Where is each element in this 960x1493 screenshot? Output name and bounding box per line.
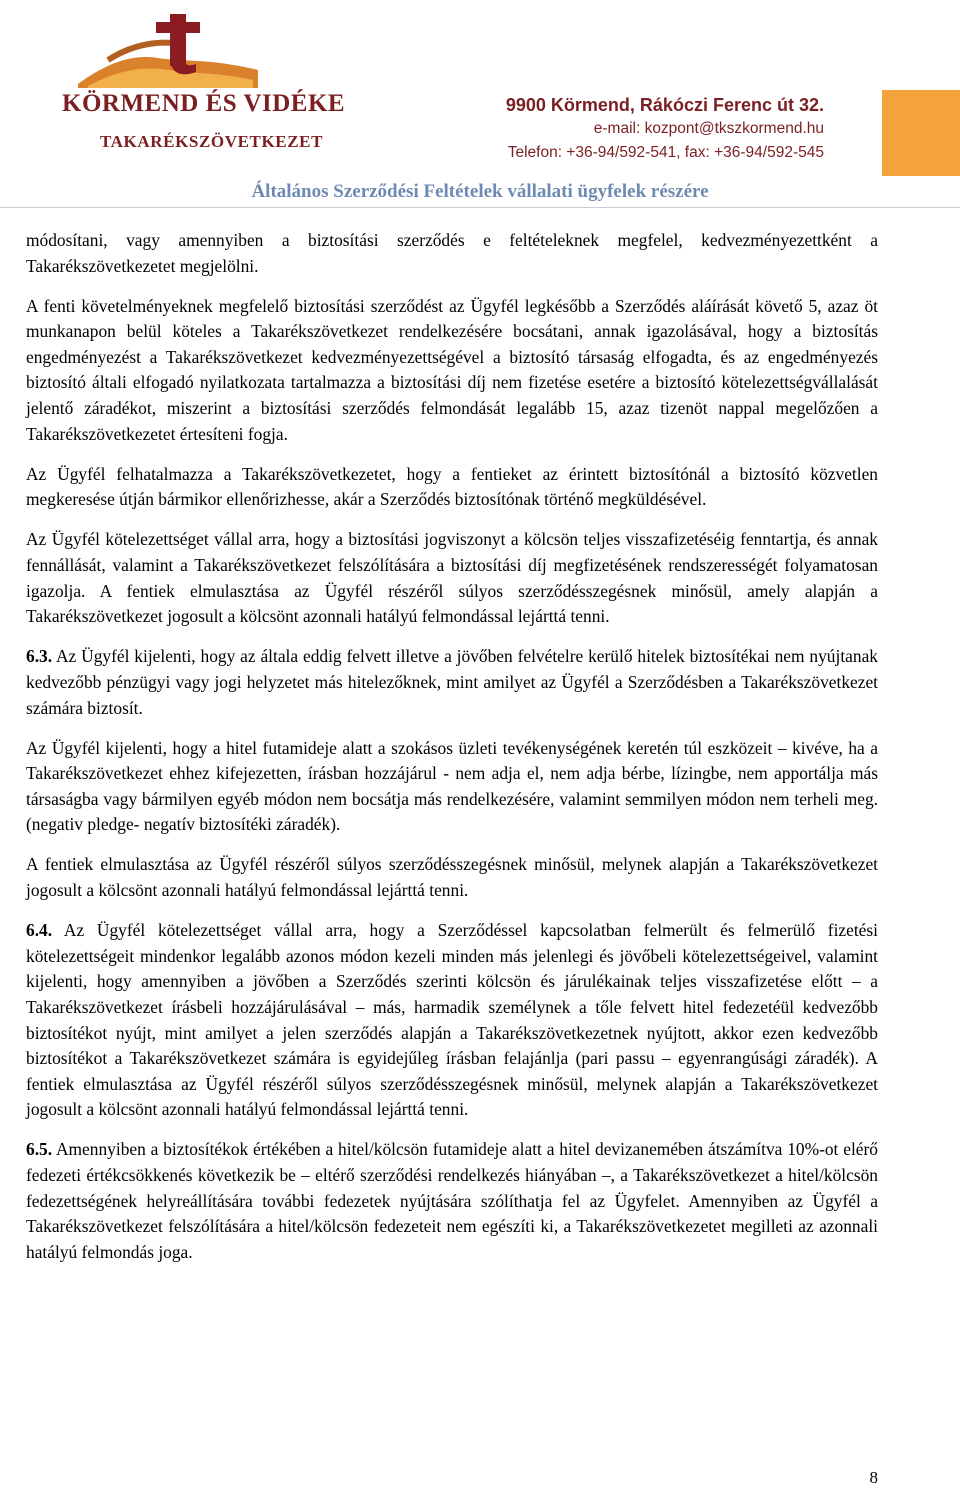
paragraph: módosítani, vagy amennyiben a biztosítási szerződés e feltételeknek megfelel, kedvezményezettként a Takarékszövetkezetet megjelölni.	[26, 230, 878, 276]
brand-name: KÖRMEND ÉS VIDÉKE	[62, 90, 346, 117]
section-text: Amennyiben a biztosítékok értékében a hitel/kölcsön futamideje alatt a hitel devizanemében átszámítva 10%-ot elérő fedezeti értékcsökkenés következik be – eltérő szerződési rendelkezés hiányában –, a Takarékszövetkezet a hitel/kölcsön fedezettségének helyreállítására további fedezetek nyújtására szólíthatja fel az Ügyfelet. Amennyiben az Ügyfél a Takarékszövetkezet felszólítására a hitel/kölcsön fedezeteit nem egészíti ki, a Takarékszövetkezetet megilleti az azonnali hatályú felmondás joga.	[26, 1139, 878, 1262]
section-text: Az Ügyfél kijelenti, hogy az általa eddig felvett illetve a jövőben felvételre kerülő hitelek biztosítékai nem nyújtanak kedvezőbb pénzügyi vagy jogi helyzetet más hitelezőknek, mint amilyet az Ügyfél a Szerződésben a Takarékszövetkezet számára biztosít.	[26, 646, 878, 718]
paragraph: A fentiek elmulasztása az Ügyfél részéről súlyos szerződésszegésnek minősül, melynek alapján a Takarékszövetkezet jogosult a kölcsönt azonnali hatályú felmondással lejárttá tenni.	[26, 854, 878, 901]
section-text: Az Ügyfél kötelezettséget vállal arra, hogy a Szerződéssel kapcsolatban felmerült és felmerülő fizetési kötelezettségeit mindenkor legalább azonos módon kezeli minden más jelenlegi és jövőbeli kötelezettségeivel, valamint kijelenti, hogy amennyiben a jövőben a Szerződés szerinti kölcsön és járulékainak teljes visszafizetése előtt – a Takarékszövetkezet írásbeli hozzájárulásával – más, harmadik személynek a tőle felvett hitel fedezetéül kedvezőbb biztosítékot nyújt, mint amilyet a jelen szerződés alapján a Takarékszövetkezetnek nyújtott, akkor ezen kedvezőbb biztosítékot a Takarékszövetkezet számára is egyidejűleg írásban felajánlja (pari passu – egyenrangúsági záradék). A fentiek elmulasztása az Ügyfél részéről súlyos szerződésszegésnek minősül, melynek alapján a Takarékszövetkezet jogosult a kölcsönt azonnali hatályú felmondással lejárttá tenni.	[26, 920, 878, 1120]
section-6-3	[26, 644, 878, 721]
page-number: 8	[869, 1468, 878, 1487]
page-header	[0, 0, 960, 212]
brand-subtitle: TAKARÉKSZÖVETKEZET	[100, 132, 324, 151]
document-title: Általános Szerződési Feltételek vállalati ügyfelek részére	[251, 181, 709, 202]
section-number: 6.4.	[26, 920, 53, 941]
accent-square	[882, 90, 960, 176]
section-number: 6.5.	[26, 1139, 53, 1160]
bank-logo-icon	[78, 0, 258, 88]
paragraph: Az Ügyfél felhatalmazza a Takarékszövetkezetet, hogy a fentieket az érintett biztosítónál a biztosító közvetlen megkeresése útján bármikor ellenőrizhesse, akár a Szerződés biztosítónak történő megküldésével.	[26, 463, 878, 510]
section-6-4	[26, 918, 878, 1123]
paragraph: Az Ügyfél kijelenti, hogy a hitel futamideje alatt a szokásos üzleti tevékenységének keretén túl eszközeit – kivéve, ha a Takarékszövetkezet ehhez kifejezetten, írásban hozzájárul - nem adja el, nem adja bérbe, lízingbe, nem apportálja más társaságba vagy bármilyen egyéb módon nem bocsátja más rendelkezésére, valamint semmilyen módon nem terheli meg. (negativ pledge- negatív biztosítéki záradék).	[26, 737, 878, 835]
paragraph: Az Ügyfél kötelezettséget vállal arra, hogy a biztosítási jogviszonyt a kölcsön teljes visszafizetéséig fenntartja, és annak fennállását, valamint a Takarékszövetkezet felszólítására a biztosítási díj megfizetésének rendszerességét folyamatosan igazolja. A fentiek elmulasztása az Ügyfél részéről súlyos szerződésszegésnek minősül, amely alapján a Takarékszövetkezet jogosult a kölcsönt azonnali hatályú felmondással lejárttá tenni.	[26, 529, 878, 627]
section-number: 6.3.	[26, 646, 53, 667]
header-divider	[0, 207, 960, 208]
email-line: e-mail: kozpont@tkszkormend.hu	[593, 120, 824, 137]
address-line: 9900 Körmend, Rákóczi Ferenc út 32.	[505, 95, 824, 115]
phone-line: Telefon: +36-94/592-541, fax: +36-94/592-545	[507, 144, 824, 161]
paragraph: A fenti követelményeknek megfelelő biztosítási szerződést az Ügyfél legkésőbb a Szerződés aláírását követő 5, azaz öt munkanapon belül köteles a Takarékszövetkezet rendelkezésére bocsátani, annak igazolásával, hogy a biztosítás engedményezést a Takarékszövetkezet kedvezményezettségével a biztosító társaság elfogadta, és az engedményezés biztosító általi elfogadó nyilatkozata tartalmazza a biztosítási díj nem fizetése esetére a biztosító kötelezettségvállalását jelentő záradékot, miszerint a biztosítási szerződés felmondását legalább 15, azaz tizenöt nappal megelőzően a Takarékszövetkezetet értesíteni fogja.	[26, 295, 878, 444]
document-body	[26, 228, 878, 1280]
section-6-5	[26, 1137, 878, 1265]
